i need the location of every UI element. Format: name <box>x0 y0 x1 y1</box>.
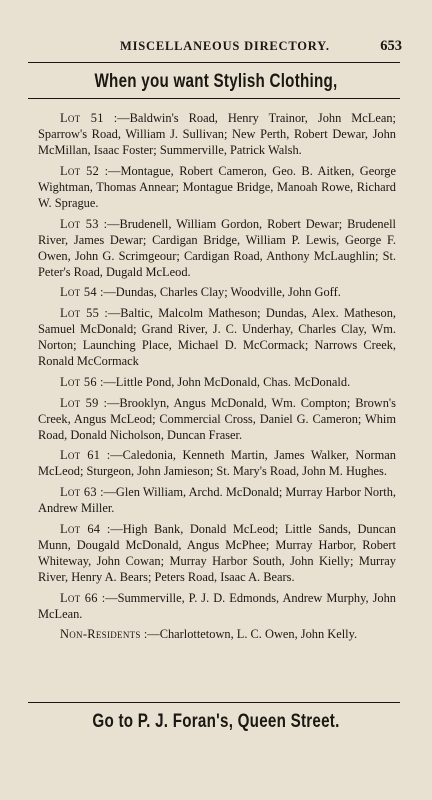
lot-label: Lot 66 <box>60 590 98 605</box>
lot-text: :—Little Pond, John McDonald, Chas. McDonald. <box>99 374 351 389</box>
lot-label: Lot 56 <box>60 374 97 389</box>
lot-label: Lot 52 <box>60 163 100 178</box>
lot-entry <box>38 374 396 390</box>
lot-entries <box>38 110 396 647</box>
lot-text: :—Brooklyn, Angus McDonald, Wm. Compton; Brown's Creek, Angus McLeod; Commercial Cross, Daniel G. Cameron; Whim Road, Donald Nicholson, Duncan Fraser. <box>38 395 396 442</box>
lot-text: :—Baldwin's Road, Henry Trainor, John McLean; Sparrow's Road, William J. Sullivan; New Perth, Robert Dewar, John McMillan, Isaac Foster; Summerville, Patrick Walsh. <box>38 111 396 158</box>
lot-label: Lot 61 <box>60 448 101 463</box>
lot-text: :—High Bank, Donald McLeod; Little Sands, Duncan Munn, Dougald McDonald, Angus McPhee; Murray Harbor, Robert Whiteway, John Cowan; Murray Harbor South, John Kielly; Murray River, Henry A. Bears; Peters Road, Isaac A. Bears. <box>38 521 397 584</box>
lot-entry <box>38 163 396 211</box>
lot-entry <box>38 284 396 300</box>
lot-text: :—Montague, Robert Cameron, Geo. B. Aitken, George Wightman, Thomas Annear; Montague Bridge, Manoah Rowe, Richard W. Sprague. <box>38 163 396 210</box>
lot-label: Lot 54 <box>60 285 97 300</box>
lot-entry <box>38 521 396 585</box>
lot-text: :—Caledonia, Kenneth Martin, James Walker, Norman McLeod; Sturgeon, John Jamieson; St. Mary's Road, John M. Hughes. <box>38 448 396 479</box>
page-number: 653 <box>380 38 402 54</box>
lot-entry <box>38 216 396 280</box>
running-head <box>0 38 432 58</box>
lot-label: Lot 51 <box>60 111 104 125</box>
lot-entry <box>38 484 396 516</box>
lot-text: :—Baltic, Malcolm Matheson; Dundas, Alex. Matheson, Samuel McDonald; Grand River, J. C. Underhay, Charles Clay, Wm. Norton; Launching Place, Michael D. McCormack; Narrows Creek, Ronald McCormack <box>38 306 396 369</box>
header-rule <box>28 62 400 63</box>
lot-entry <box>38 305 396 369</box>
lot-text: :—Glen William, Archd. McDonald; Murray Harbor North, Andrew Miller. <box>38 484 396 516</box>
ad-bottom-rule <box>28 702 400 703</box>
lot-text: :—Brudenell, William Gordon, Robert Dewar; Brudenell River, James Dewar; Cardigan Bridge, William P. Lewis, George F. Owen, John G. Scrimgeour; Cardigan Road, Anthony McLaughlin; St. Peter's Road, Dugald McLeod. <box>38 216 396 279</box>
lot-entry <box>38 110 396 158</box>
non-residents-entry <box>38 626 396 642</box>
ad-top-rule <box>28 98 400 99</box>
lot-label: Lot 53 <box>60 216 99 231</box>
advertisement-top: When you want Stylish Clothing, <box>94 71 338 92</box>
lot-entry <box>38 447 396 479</box>
lot-entry <box>38 590 396 622</box>
lot-label: Lot 55 <box>60 306 100 321</box>
header-title: MISCELLANEOUS DIRECTORY. <box>120 39 330 53</box>
lot-label: Lot 64 <box>60 521 101 536</box>
lot-text: :—Summerville, P. J. D. Edmonds, Andrew Murphy, John McLean. <box>38 590 396 621</box>
non-residents-label: Non-Residents <box>60 627 141 642</box>
lot-label: Lot 63 <box>60 484 97 499</box>
lot-text: :—Dundas, Charles Clay; Woodville, John Goff. <box>99 285 341 300</box>
non-residents-text: :—Charlottetown, L. C. Owen, John Kelly. <box>143 627 358 642</box>
lot-entry <box>38 395 396 443</box>
lot-label: Lot 59 <box>60 395 99 410</box>
advertisement-bottom: Go to P. J. Foran's, Queen Street. <box>92 711 340 732</box>
